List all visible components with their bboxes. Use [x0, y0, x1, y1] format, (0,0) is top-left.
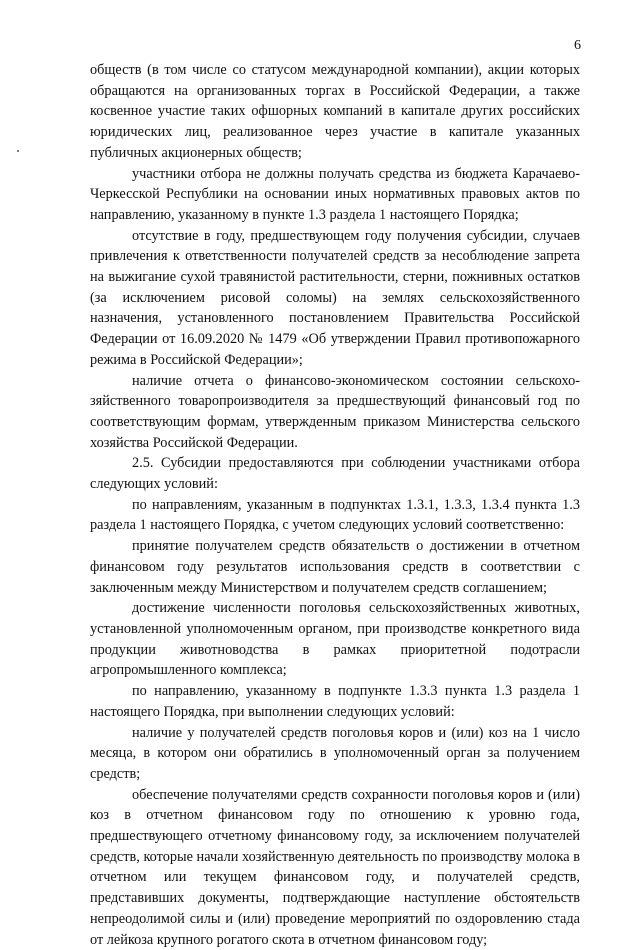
scan-dot-mark — [17, 150, 19, 152]
paragraph-financial-report: наличие отчета о финансово-экономическом состоянии сельскохозяйственного товаропроизводителя за предшествующий финансовый год по соответствующим формам, утвержденным приказом Министерства сельского хозяйства Российской Федерации. — [90, 372, 580, 451]
paragraph-directions-1-3-1: по направлениям, указанным в подпунктах 1.3.1, 1.3.3, 1.3.4 пункта 1.3 раздела 1 настоящего Порядка, с учетом следующих условий соответственно: — [90, 496, 580, 534]
page-number: 6 — [574, 38, 581, 53]
paragraph-section-2-5: 2.5. Субсидии предоставляются при соблюдении участниками отбора следующих условий: — [90, 455, 580, 493]
document-body — [90, 60, 580, 950]
paragraph-offshore-participation: обществ (в том числе со статусом международной компании), акции которых обращаются на организованных торгах в Российской Федерации, а также косвенное участие таких офшорных компаний в капитале других российских юридических лиц, реализованное через участие в капитале указанных публичных акционерных обществ; — [90, 62, 580, 161]
paragraph-obligations: принятие получателем средств обязательств о достижении в отчетном финансовом году результатов использования средств в соответствии с заключенным между Министерством и получателем средств соглашением; — [90, 538, 580, 596]
paragraph-livestock-count: достижение численности поголовья сельскохозяйственных животных, установленной уполномоченным органом, при производстве конкретного вида продукции животноводства в рамках приоритетной подотрасли агропромышленного комплекса; — [90, 600, 580, 679]
paragraph-herd-preservation: обеспечение получателями средств сохранности поголовья коров и (или) коз в отчетном финансовом году по отношению к уровню года, предшествующего отчетному финансовому году, за исключением получателей средств, которые начали хозяйственную деятельность по производству молока в отчетном или текущем финансовом году, и получателей средств, представивших документы, подтверждающие наступление обстоятельств непреодолимой силы и (или) проведение мероприятий по оздоровлению стада от лейкоза крупного рогатого скота в отчетном финансовом году; — [90, 786, 580, 948]
paragraph-no-budget-funds: участники отбора не должны получать средства из бюджета Карачаево-Черкесской Республики на основании иных нормативных правовых актов по направлению, указанному в пункте 1.3 раздела 1 настоящего Порядка; — [90, 165, 580, 223]
paragraph-direction-1-3-3: по направлению, указанному в подпункте 1.3.3 пункта 1.3 раздела 1 настоящего Порядка, при выполнении следующих условий: — [90, 683, 580, 720]
paragraph-cows-goats-presence: наличие у получателей средств поголовья коров и (или) коз на 1 число месяца, в котором они обратились в уполномоченный орган за получением средств; — [90, 724, 580, 782]
paragraph-no-burning-violations: отсутствие в году, предшествующем году получения субсидии, случаев привлечения к ответственности получателей средств за несоблюдение запрета на выжигание сухой травянистой растительности, стерни, пожнивных остатков (за исключением рисовой соломы) на землях сельскохозяйственного назначения, установленного постановлением Правительства Российской Федерации от 16.09.2020 № 1479 «Об утверждении Правил противопожарного режима в Российской Федерации»; — [90, 227, 580, 368]
